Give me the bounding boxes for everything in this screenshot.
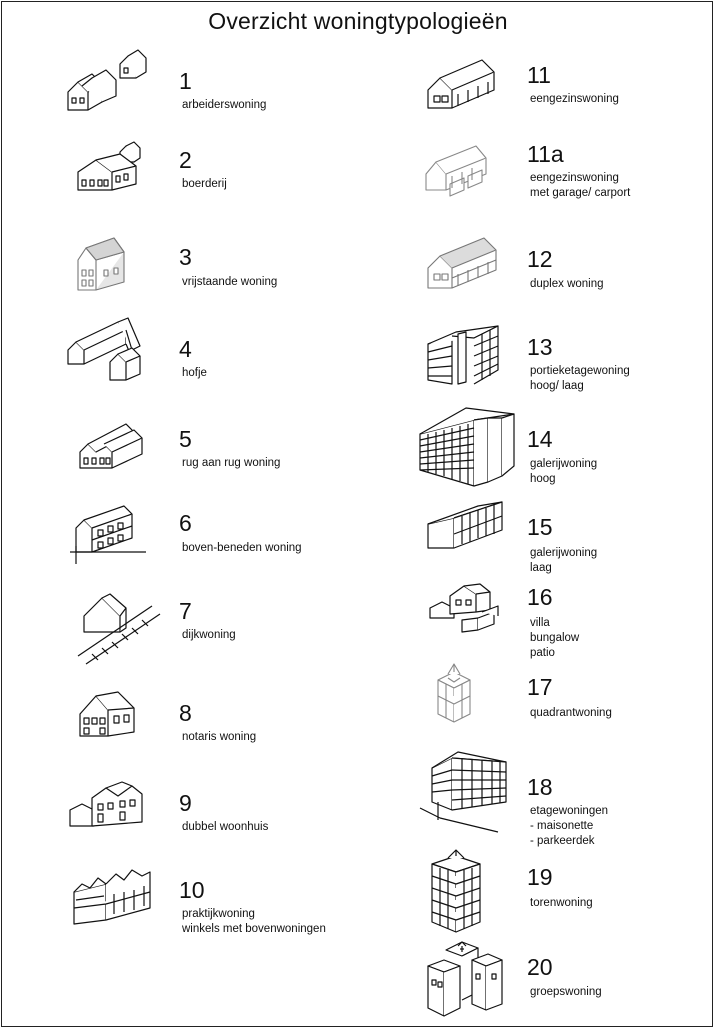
- worker-houses-icon: [62, 50, 162, 120]
- typology-label: [530, 277, 604, 292]
- typology-item-4: [62, 318, 392, 398]
- typology-label-line: boven-beneden woning: [182, 542, 302, 554]
- typology-label: [530, 171, 630, 201]
- typology-label: [530, 546, 597, 576]
- shops-with-apartments-icon: [62, 864, 162, 934]
- typology-number: 13: [527, 334, 553, 360]
- group-housing-icon: [418, 936, 518, 1026]
- typology-number: 10: [179, 877, 205, 903]
- typology-item-8: [62, 690, 392, 770]
- typology-label: [182, 456, 280, 471]
- typology-label-line: hoog/ laag: [530, 380, 584, 392]
- typology-item-3: [62, 230, 392, 310]
- tower-house-icon: [418, 846, 518, 936]
- typology-label-line: vrijstaande woning: [182, 276, 278, 288]
- typology-number: 14: [527, 426, 553, 452]
- typology-item-10: [62, 864, 392, 944]
- typology-label-line: hofje: [182, 367, 207, 379]
- typology-number: 20: [527, 954, 553, 980]
- typology-label: [530, 364, 630, 394]
- upper-lower-house-icon: [62, 502, 162, 572]
- typology-item-19: [418, 846, 716, 926]
- typology-number: 15: [527, 514, 553, 540]
- typology-label: [530, 616, 579, 661]
- row-house-garage-icon: [418, 140, 518, 210]
- typology-label-line: praktijkwoning: [182, 908, 255, 920]
- typology-item-11a: [418, 140, 716, 220]
- typology-label-line: hoog: [530, 473, 556, 485]
- dike-house-icon: [62, 592, 162, 672]
- typology-label-line: rug aan rug woning: [182, 457, 281, 469]
- typology-label: [530, 804, 608, 849]
- typology-label-line: dubbel woonhuis: [182, 821, 269, 833]
- typology-label: [182, 275, 277, 290]
- typology-label-line: bungalow: [530, 632, 580, 644]
- typology-item-17: [418, 660, 716, 740]
- duplex-house-icon: [418, 230, 518, 300]
- typology-label-line: quadrantwoning: [530, 707, 612, 719]
- typology-item-12: [418, 230, 716, 310]
- typology-label-line: galerijwoning: [530, 458, 598, 470]
- typology-label-line: arbeiderswoning: [182, 99, 267, 111]
- detached-house-icon: [62, 230, 162, 300]
- typology-label: [182, 98, 266, 113]
- gallery-flat-low-icon: [418, 498, 518, 568]
- typology-label-line: boerderij: [182, 178, 227, 190]
- typology-label: [182, 366, 207, 381]
- typology-label: [530, 985, 602, 1000]
- typology-label: [182, 177, 227, 192]
- typology-label-line: notaris woning: [182, 731, 257, 743]
- typology-item-20: [418, 936, 716, 1016]
- typology-label-line: - maisonette: [530, 820, 594, 832]
- typology-label-line: torenwoning: [530, 897, 593, 909]
- typology-label: [182, 730, 256, 745]
- back-to-back-house-icon: [62, 408, 162, 478]
- typology-item-18: [418, 746, 716, 847]
- typology-number: 19: [527, 864, 553, 890]
- typology-label-line: groepswoning: [530, 986, 602, 998]
- typology-item-9: [62, 778, 392, 858]
- page-title: Overzicht woningtypologieën: [208, 8, 508, 34]
- typology-label: [530, 457, 597, 487]
- typology-item-1: [62, 50, 392, 130]
- typology-label-line: winkels met bovenwoningen: [182, 923, 326, 935]
- typology-number: 12: [527, 246, 553, 272]
- typology-label-line: galerijwoning: [530, 547, 598, 559]
- gallery-flat-high-icon: [418, 404, 518, 494]
- typology-label-line: - parkeerdek: [530, 835, 595, 847]
- typology-number: 18: [527, 774, 553, 800]
- quadrant-house-icon: [418, 660, 518, 730]
- stacked-apartments-icon: [418, 746, 518, 836]
- typology-label: [182, 820, 268, 835]
- typology-label-line: duplex woning: [530, 278, 604, 290]
- typology-item-16: [418, 582, 716, 662]
- typology-number: 11: [527, 62, 551, 88]
- typology-label: [182, 628, 236, 643]
- porch-apartment-icon: [418, 318, 518, 388]
- typology-item-14: [418, 404, 716, 484]
- typology-item-5: [62, 408, 392, 488]
- typology-number: 3: [179, 244, 192, 270]
- double-house-icon: [62, 778, 162, 848]
- typology-number: 9: [179, 790, 192, 816]
- typology-label: [530, 706, 612, 721]
- typology-label-line: dijkwoning: [182, 629, 236, 641]
- typology-number: 6: [179, 510, 192, 536]
- typology-number: 2: [179, 147, 192, 173]
- villa-bungalow-icon: [418, 582, 518, 652]
- typology-label-line: met garage/ carport: [530, 187, 631, 199]
- typology-number: 5: [179, 426, 192, 452]
- row-house-icon: [418, 50, 518, 120]
- typology-label-line: eengezinswoning: [530, 93, 619, 105]
- typology-item-11: [418, 50, 716, 130]
- typology-label: [530, 92, 619, 107]
- typology-number: 7: [179, 598, 192, 624]
- typology-number: 16: [527, 584, 553, 610]
- typology-label-line: etagewoningen: [530, 805, 609, 817]
- typology-label-line: laag: [530, 562, 552, 574]
- typology-label: [182, 907, 326, 937]
- typology-label-line: patio: [530, 647, 555, 659]
- typology-item-2: [62, 140, 392, 220]
- typology-label-line: eengezinswoning: [530, 172, 619, 184]
- typology-item-13: [418, 318, 716, 398]
- typology-label-line: villa: [530, 617, 550, 629]
- typology-number: 1: [179, 68, 192, 94]
- typology-label-line: portieketagewoning: [530, 365, 630, 377]
- typology-item-6: [62, 502, 392, 582]
- typology-number: 8: [179, 700, 192, 726]
- typology-number: 4: [179, 336, 192, 362]
- typology-number: 17: [527, 674, 553, 700]
- typology-number: 11a: [527, 141, 564, 167]
- typology-label: [530, 896, 593, 911]
- farmhouse-icon: [62, 140, 162, 210]
- typology-label: [182, 541, 302, 556]
- typology-item-7: [62, 592, 392, 672]
- notary-house-icon: [62, 690, 162, 760]
- typology-item-15: [418, 498, 716, 578]
- courtyard-housing-icon: [62, 318, 162, 388]
